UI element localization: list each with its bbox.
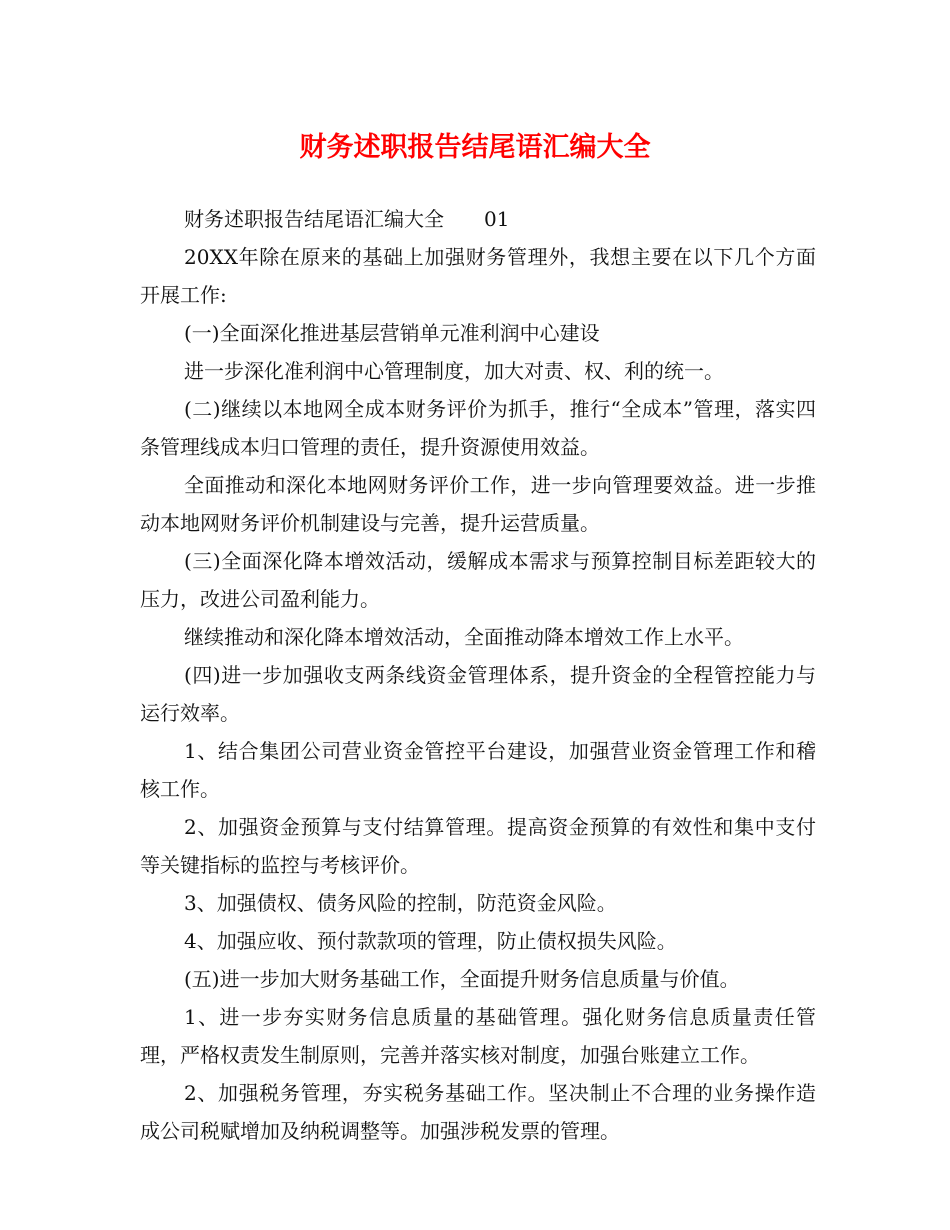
paragraph-item: 3、加强债权、债务风险的控制，防范资金风险。 bbox=[184, 891, 617, 915]
paragraph-item: 2、加强资金预算与支付结算管理。提高资金预算的有效性和集中支付等关键指标的监控与考核评价。 bbox=[140, 815, 816, 877]
paragraph-item: 1、进一步夯实财务信息质量的基础管理。强化财务信息质量责任管理，严格权责发生制原则，完善并落实核对制度，加强台账建立工作。 bbox=[140, 1005, 816, 1067]
paragraph-section-5: (五)进一步加大财务基础工作，全面提升财务信息质量与价值。 bbox=[184, 967, 740, 991]
paragraph-section-2: (二)继续以本地网全成本财务评价为抓手，推行“全成本”管理，落实四条管理线成本归口管理的责任，提升资源使用效益。 bbox=[140, 397, 816, 459]
paragraph-section-3: (三)全面深化降本增效活动，缓解成本需求与预算控制目标差距较大的压力，改进公司盈利能力。 bbox=[140, 549, 816, 611]
paragraph-item: 2、加强税务管理，夯实税务基础工作。坚决制止不合理的业务操作造成公司税赋增加及纳税调整等。加强涉税发票的管理。 bbox=[140, 1081, 816, 1143]
paragraph: 继续推动和深化降本增效活动，全面推动降本增效工作上水平。 bbox=[184, 625, 744, 649]
paragraph: 全面推动和深化本地网财务评价工作，进一步向管理要效益。进一步推动本地网财务评价机制建设与完善，提升运营质量。 bbox=[140, 473, 816, 535]
paragraph-section-1: (一)全面深化推进基层营销单元准利润中心建设 bbox=[184, 321, 600, 345]
document-title: 财务述职报告结尾语汇编大全 bbox=[299, 132, 651, 163]
paragraph-item: 1、结合集团公司营业资金管控平台建设，加强营业资金管理工作和稽核工作。 bbox=[140, 739, 816, 801]
paragraph-item: 4、加强应收、预付款款项的管理，防止债权损失风险。 bbox=[184, 929, 677, 953]
paragraph-intro: 20XX年除在原来的基础上加强财务管理外，我想主要在以下几个方面开展工作: bbox=[140, 245, 816, 307]
paragraph: 进一步深化准利润中心管理制度，加大对责、权、利的统一。 bbox=[184, 359, 724, 383]
paragraph-heading: 财务述职报告结尾语汇编大全 01 bbox=[184, 207, 510, 231]
document-body bbox=[140, 200, 816, 1150]
paragraph-section-4: (四)进一步加强收支两条线资金管理体系，提升资金的全程管控能力与运行效率。 bbox=[140, 663, 816, 725]
